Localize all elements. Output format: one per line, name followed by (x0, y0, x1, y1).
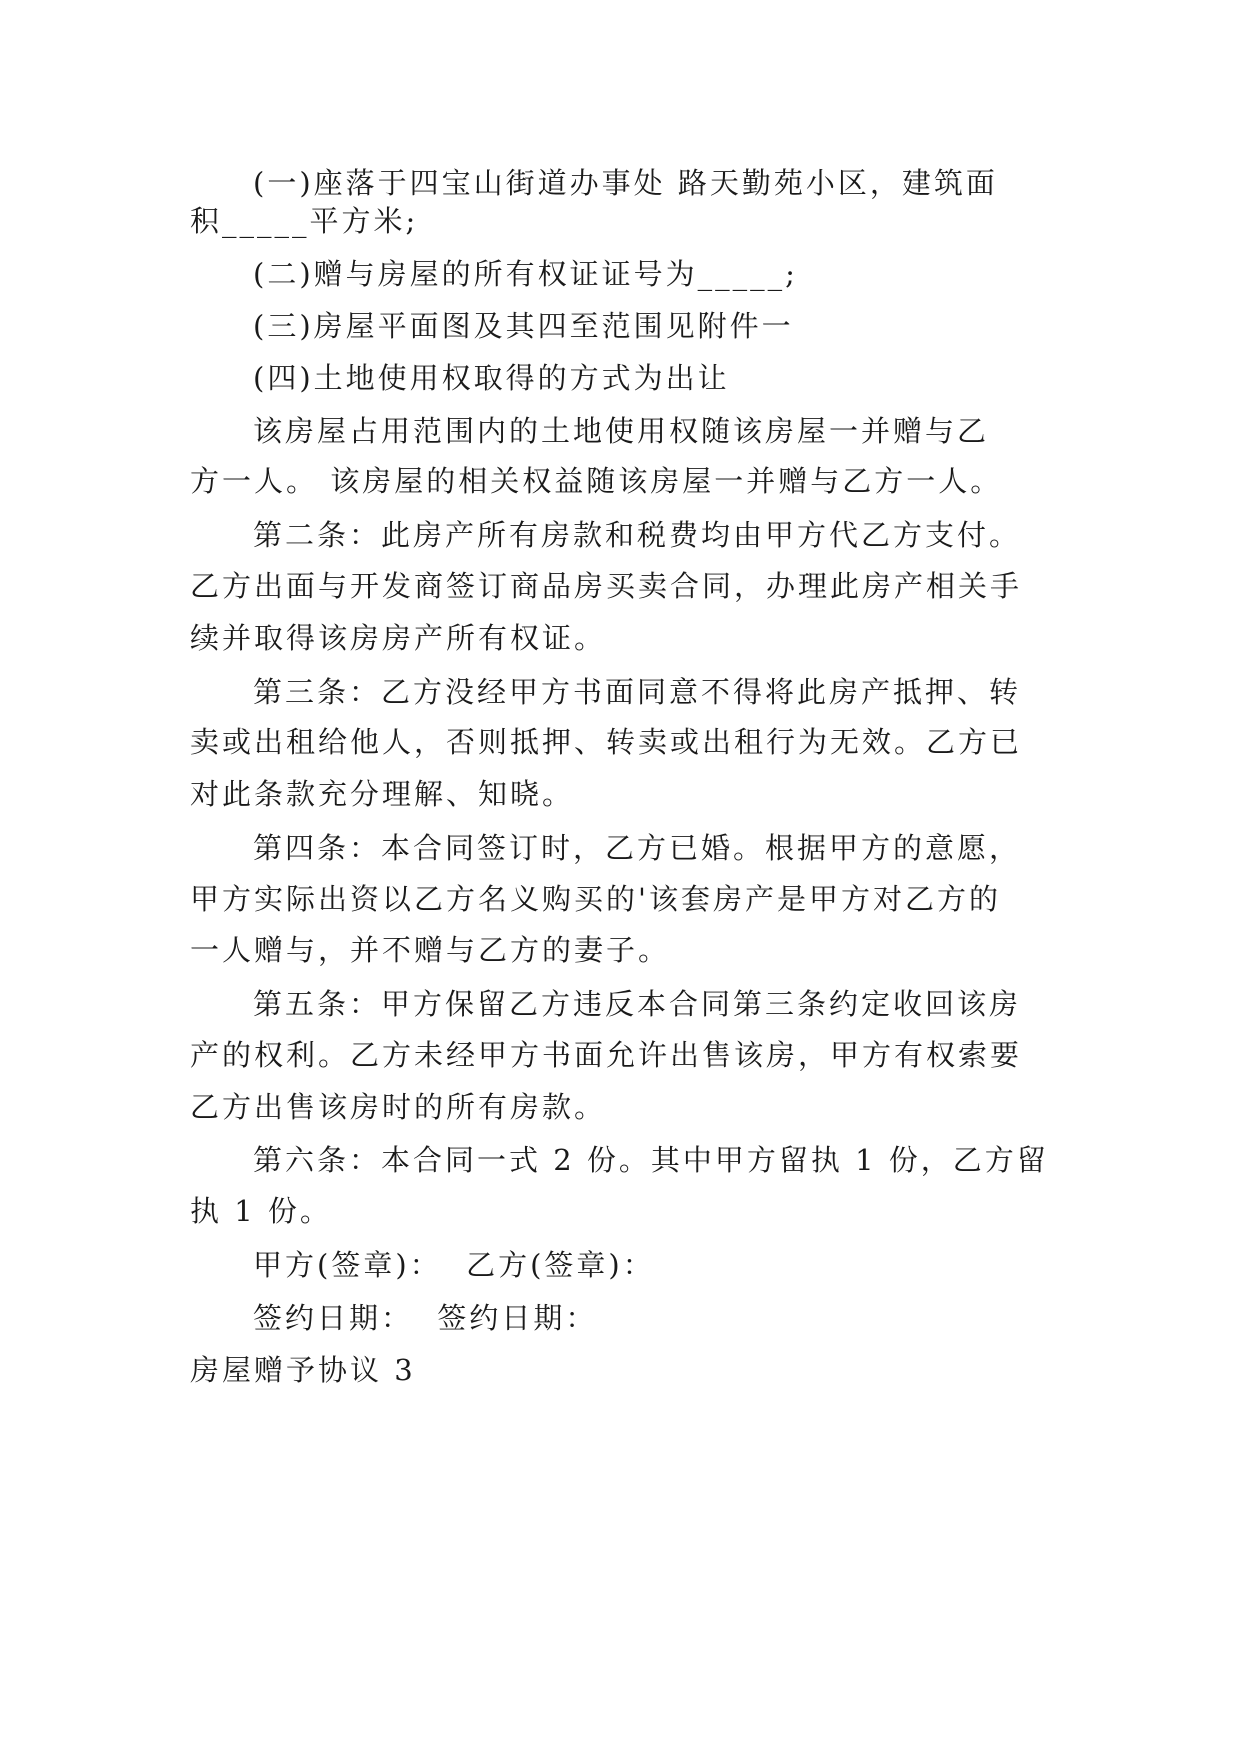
signing-date-line: 签约日期： 签约日期： (253, 1301, 598, 1335)
clause-item-4: (四)土地使用权取得的方式为出让 (253, 361, 730, 395)
article-4-line-1: 第四条：本合同签订时，乙方已婚。根据甲方的意愿， (253, 831, 1022, 865)
clause-item-3: (三)房屋平面图及其四至范围见附件一 (253, 309, 794, 343)
article-3-line-2: 卖或出租给他人，否则抵押、转卖或出租行为无效。乙方已 (190, 725, 1023, 759)
article-3-line-1: 第三条：乙方没经甲方书面同意不得将此房产抵押、转 (253, 675, 1022, 709)
article-4-line-3: 一人赠与，并不赠与乙方的妻子。 (190, 933, 671, 967)
article-5-line-1: 第五条：甲方保留乙方违反本合同第三条约定收回该房 (253, 987, 1022, 1021)
article-2-line-2: 乙方出面与开发商签订商品房买卖合同，办理此房产相关手 (190, 569, 1023, 603)
clause-item-1-line-1: (一)座落于四宝山街道办事处 路天勤苑小区，建筑面 (253, 166, 998, 200)
clause-item-1-line-2: 积_____平方米; (190, 204, 419, 238)
article-4-line-2: 甲方实际出资以乙方名义购买的'该套房产是甲方对乙方的 (190, 882, 1001, 916)
paragraph-land-rights-line-2: 方一人。 该房屋的相关权益随该房屋一并赠与乙方一人。 (190, 464, 1003, 498)
article-6-line-1: 第六条：本合同一式 2 份。其中甲方留执 1 份，乙方留 (253, 1143, 1049, 1177)
article-2-line-1: 第二条：此房产所有房款和税费均由甲方代乙方支付。 (253, 518, 1022, 552)
article-6-line-2: 执 1 份。 (190, 1194, 332, 1228)
section-heading: 房屋赠予协议 3 (190, 1353, 416, 1387)
signature-line: 甲方(签章)： 乙方(签章)： (253, 1248, 655, 1282)
article-2-line-3: 续并取得该房房产所有权证。 (190, 621, 607, 655)
article-5-line-3: 乙方出售该房时的所有房款。 (190, 1090, 607, 1124)
article-3-line-3: 对此条款充分理解、知晓。 (190, 777, 575, 811)
clause-item-2: (二)赠与房屋的所有权证证号为_____; (253, 257, 798, 291)
paragraph-land-rights-line-1: 该房屋占用范围内的土地使用权随该房屋一并赠与乙 (253, 414, 990, 448)
article-5-line-2: 产的权利。乙方未经甲方书面允许出售该房，甲方有权索要 (190, 1038, 1023, 1072)
